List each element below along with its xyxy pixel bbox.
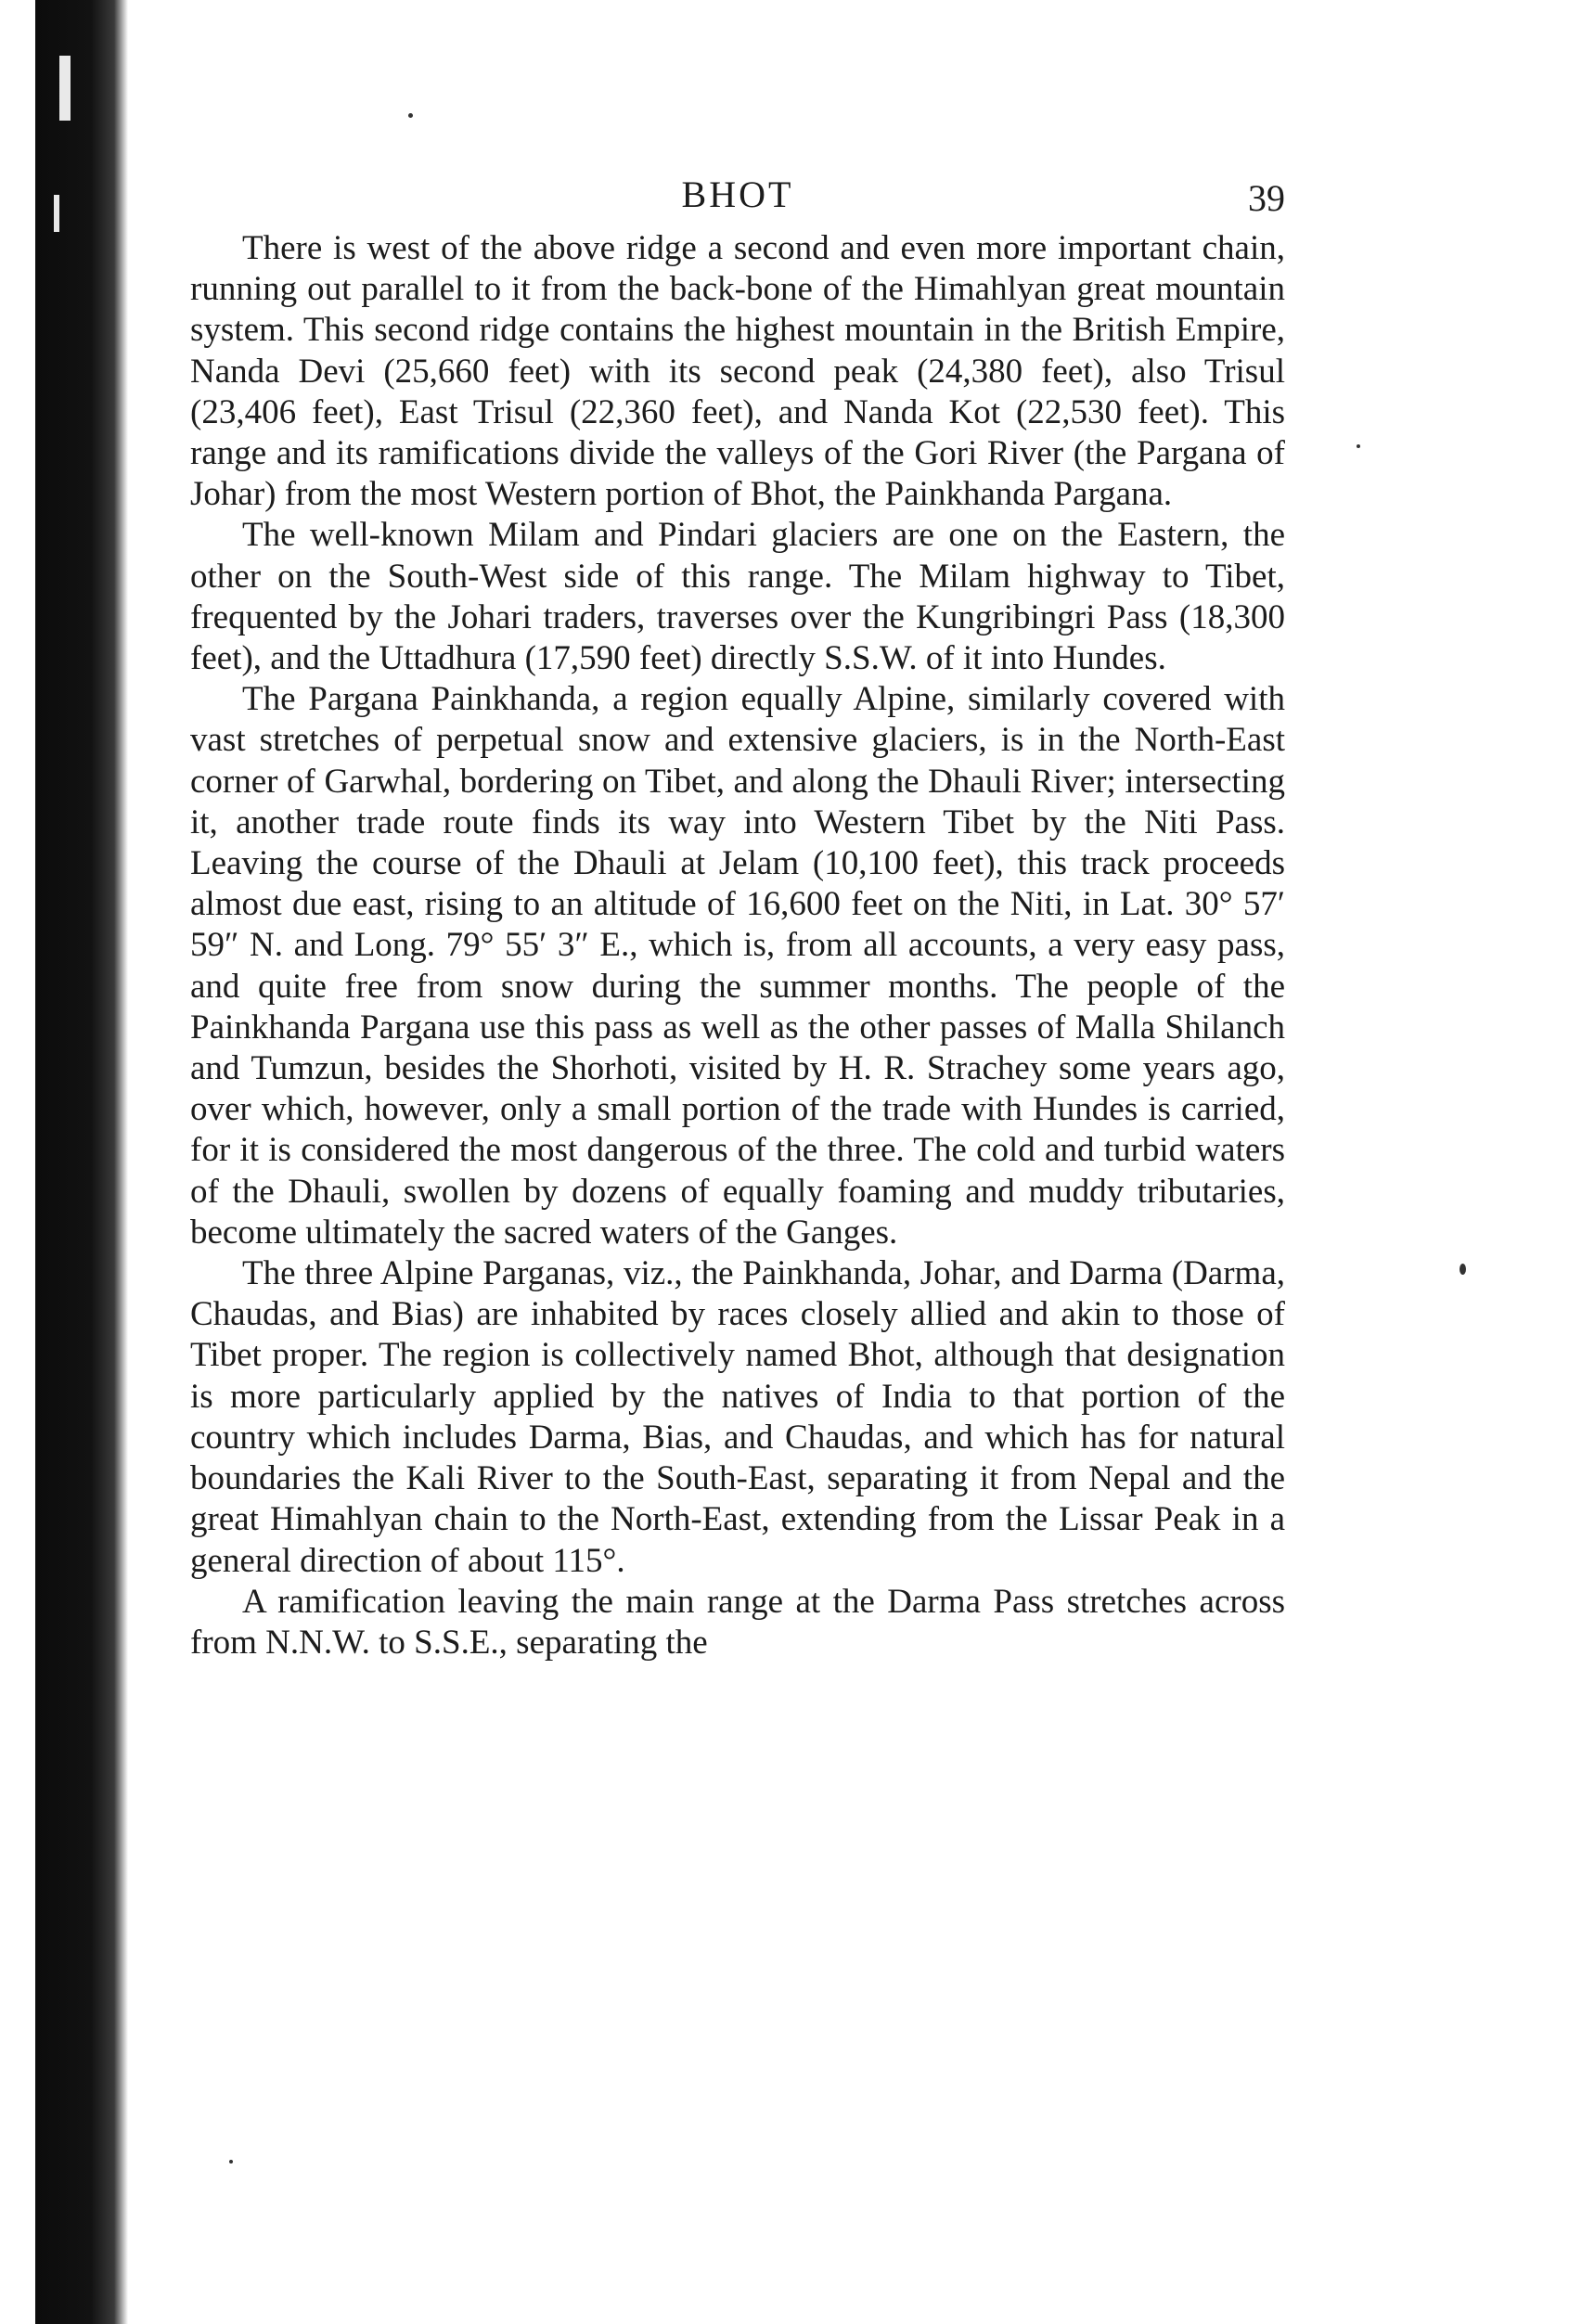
running-head [190,156,1285,223]
paragraph: The well-known Milam and Pindari glaciers are one on the Eastern, the other on the South-West side of this range. The Milam highway to Tibet, frequented by the Johari traders, traverses over the Kungribingri Pass (18,300 feet), and the Uttadhura (17,590 feet) directly S.S.W. of it into Hundes. [190,516,1285,678]
scan-speck [408,113,413,118]
paragraph: The three Alpine Parganas, viz., the Painkhanda, Johar, and Darma (Darma, Chaudas, and Bias) are inhabited by races closely allied and akin to those of Tibet proper. The region is collectively named Bhot, although that designation is more particularly applied by the natives of India to that portion of the country which includes Darma, Bias, and Chaudas, and which has for natural boundaries the Kali River to the South-East, separating it from Nepal and the great Himahlyan chain to the North-East, extending from the Lissar Peak in a general direction of about 115°. [190,1254,1285,1580]
binding-notch [59,56,71,121]
page-title: BHOT [681,173,794,215]
paragraph: There is west of the above ridge a second and even more important chain, running out parallel to it from the back-bone of the Himahlyan great mountain system. This second ridge contains the highest mountain in the British Empire, Nanda Devi (25,660 feet) with its second peak (24,380 feet), also Trisul (23,406 feet), East Trisul (22,360 feet), and Nanda Kot (22,530 feet). This range and its ramifications divide the valleys of the Gori River (the Pargana of Johar) from the most Western portion of Bhot, the Painkhanda Pargana. [190,229,1285,514]
scan-speck [1357,444,1360,448]
body-text [190,228,1285,1663]
book-binding-shadow [35,0,128,2324]
scan-speck [1460,1264,1466,1275]
paragraph: A ramification leaving the main range at the Darma Pass stretches across from N.N.W. to S.S.E., separating the [190,1582,1285,1662]
scan-speck [229,2160,233,2164]
book-page [190,156,1285,1663]
binding-notch [54,195,59,232]
page-number: 39 [1248,177,1285,219]
paragraph: The Pargana Painkhanda, a region equally Alpine, similarly covered with vast stretches of perpetual snow and extensive glaciers, is in the North-East corner of Garwhal, bordering on Tibet, and along the Dhauli River; intersecting it, another trade route finds its way into Western Tibet by the Niti Pass. Leaving the course of the Dhauli at Jelam (10,100 feet), this track proceeds almost due east, rising to an altitude of 16,600 feet on the Niti, in Lat. 30° 57′ 59″ N. and Long. 79° 55′ 3″ E., which is, from all accounts, a very easy pass, and quite free from snow during the summer months. The people of the Painkhanda Pargana use this pass as well as the other passes of Malla Shilanch and Tumzun, besides the Shorhoti, visited by H. R. Strachey some years ago, over which, however, only a small portion of the trade with Hundes is carried, for it is considered the most dangerous of the three. The cold and turbid waters of the Dhauli, swollen by dozens of equally foaming and muddy tributaries, become ultimately the sacred waters of the Ganges. [190,680,1285,1252]
